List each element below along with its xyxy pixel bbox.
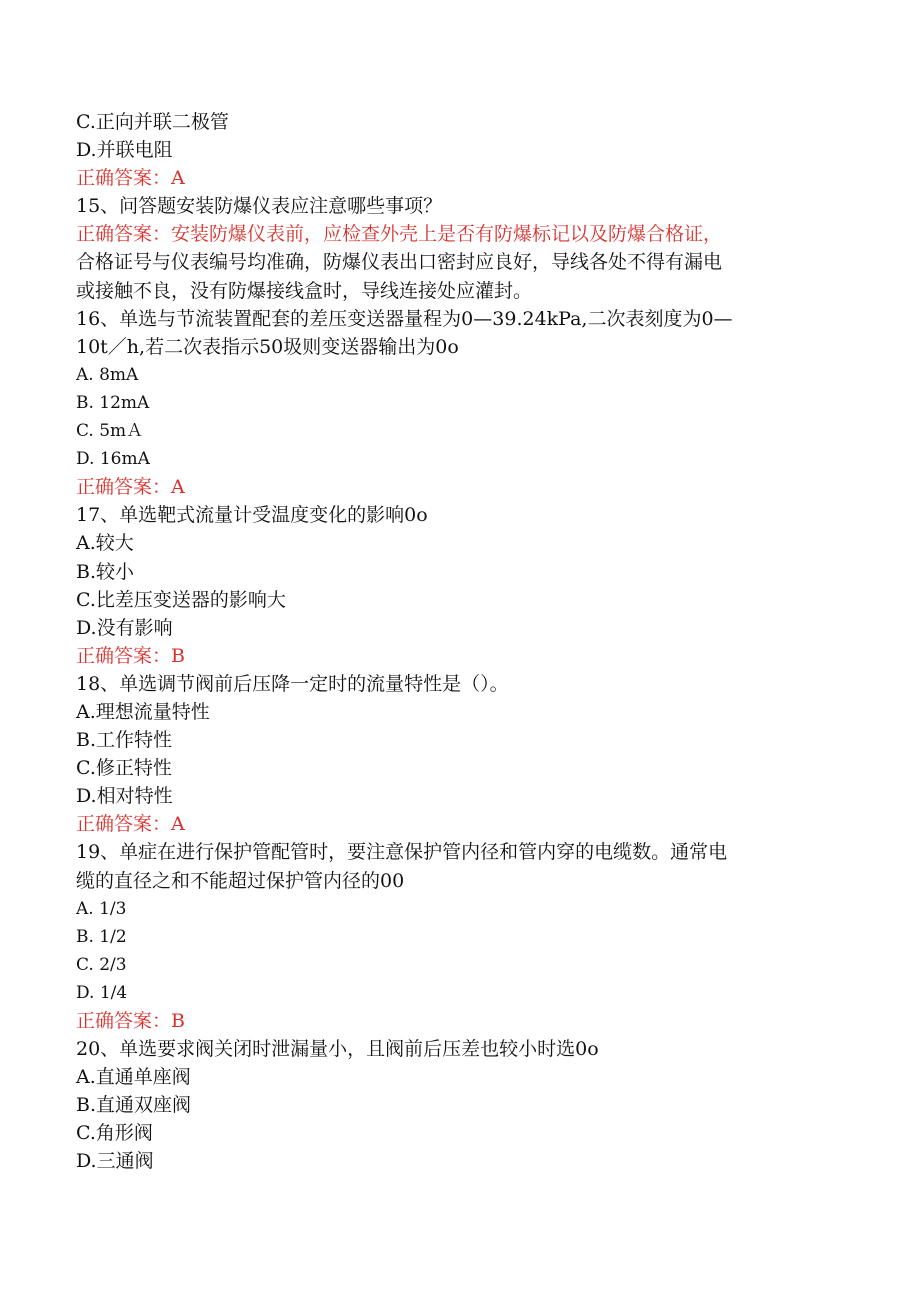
option-line: C.比差压变送器的影响大 [76, 588, 286, 611]
correct-answer: 正确答案：安装防爆仪表前，应检查外壳上是否有防爆标记以及防爆合格证， [76, 223, 723, 246]
option-line: A. 1/3 [76, 898, 127, 919]
option-line: D.三通阀 [76, 1150, 154, 1173]
option-line: A.理想流量特性 [76, 700, 210, 723]
question-list [76, 108, 836, 1176]
option-line: C.正向并联二极管 [76, 111, 229, 133]
correct-answer: 正确答案：A [76, 476, 185, 499]
question-16-cont: 10t／h,若二次表指示50圾则变送器输出为0o [76, 335, 459, 358]
correct-answer: 正确答案：B [76, 644, 185, 667]
option-line: C. 2/3 [76, 954, 127, 975]
question-17: 17、单选靶式流量计受温度变化的影响0o [76, 504, 428, 527]
option-line: B.直通双座阀 [76, 1094, 192, 1117]
option-line: B. 12mA [76, 392, 150, 413]
answer-text: 合格证号与仪表编号均准确，防爆仪表出口密封应良好，导线各处不得有漏电 [76, 251, 723, 274]
option-line: D.相对特性 [76, 785, 173, 808]
answer-text: 或接触不良，没有防爆接线盒时，导线连接处应灌封。 [76, 279, 533, 302]
option-line: A.较大 [76, 532, 134, 555]
option-line: A.直通单座阀 [76, 1066, 191, 1089]
correct-answer: 正确答案：A [76, 813, 185, 836]
question-18: 18、单选调节阀前后压降一定时的流量特性是（）。 [76, 672, 509, 695]
option-line: D.并联电阻 [76, 139, 173, 162]
option-line: C.修正特性 [76, 757, 172, 780]
option-line: B. 1/2 [76, 926, 127, 947]
correct-answer: 正确答案：B [76, 1010, 185, 1032]
correct-answer: 正确答案：A [76, 167, 185, 190]
question-16: 16、单选与节流装置配套的差压变送器量程为0—39.24kPa,二次表刻度为0— [76, 307, 733, 330]
option-line: C. 5mＡ [76, 421, 144, 442]
option-line: C.角形阀 [76, 1122, 153, 1145]
option-line: B.较小 [76, 560, 135, 583]
option-line: D. 1/4 [76, 982, 128, 1003]
option-line: B.工作特性 [76, 729, 173, 752]
option-line: D. 16mA [76, 449, 150, 470]
option-line: D.没有影响 [76, 616, 173, 639]
option-line: A. 8mA [76, 364, 139, 385]
question-19-cont: 缆的直径之和不能超过保护管内径的00 [76, 869, 405, 892]
question-15: 15、问答题安装防爆仪表应注意哪些事项？ [76, 195, 443, 218]
question-20: 20、单选要求阀关闭时泄漏量小，且阀前后压差也较小时选0o [76, 1038, 599, 1061]
question-19: 19、单症在进行保护管配管时，要注意保护管内径和管内穿的电缆数。通常电 [76, 841, 728, 864]
